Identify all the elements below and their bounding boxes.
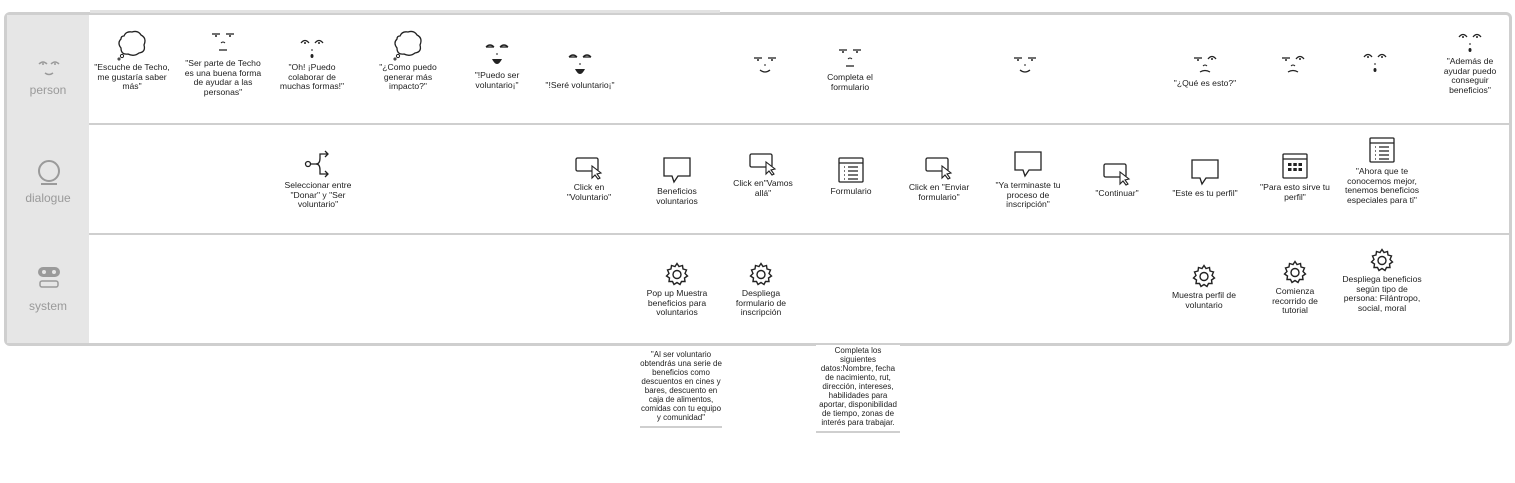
system-step-5-text: Despliega beneficios según tipo de persona: Filántropo, social, moral bbox=[1342, 274, 1422, 313]
grid-window-icon bbox=[1281, 152, 1309, 180]
dialogue-step-1-text: Seleccionar entre "Donar" y "Ser voluntario" bbox=[284, 180, 352, 210]
dialogue-step-2-text: Click en "Voluntario" bbox=[566, 182, 612, 202]
happy-face-icon bbox=[483, 42, 511, 68]
lane-label-dialogue: dialogue bbox=[25, 191, 71, 205]
click-icon bbox=[924, 156, 954, 180]
dialogue-step-6 bbox=[902, 156, 976, 202]
system-step-3-text: Muestra perfil de voluntario bbox=[1171, 290, 1236, 310]
neutral-face-icon bbox=[836, 44, 864, 70]
system-step-4 bbox=[1262, 260, 1328, 316]
person-lane-icon bbox=[33, 51, 65, 83]
system-step-3 bbox=[1164, 264, 1244, 310]
system-step-2-text: Despliega formulario de inscripción bbox=[735, 288, 787, 318]
person-step-3 bbox=[277, 36, 347, 92]
person-step-12 bbox=[1350, 50, 1400, 77]
dialogue-step-9 bbox=[1166, 158, 1244, 199]
system-step-4-text: Comienza recorrido de tutorial bbox=[1272, 286, 1318, 316]
thought-bubble-icon bbox=[392, 30, 424, 60]
lane-divider-2 bbox=[4, 233, 1512, 235]
gear-icon bbox=[1192, 264, 1216, 288]
branch-icon bbox=[304, 148, 332, 178]
speech-bubble-icon bbox=[1013, 150, 1043, 178]
dialogue-step-7-text: "Ya terminaste tu proceso de inscripción" bbox=[995, 180, 1061, 210]
system-step-2 bbox=[726, 262, 796, 318]
dialogue-step-5 bbox=[816, 156, 886, 197]
surprised-face-icon bbox=[1361, 50, 1389, 74]
person-step-5 bbox=[462, 42, 532, 90]
system-lane-icon bbox=[33, 263, 65, 295]
person-step-1-text: "Escuche de Techo, me gustaría saber más" bbox=[94, 62, 170, 92]
person-step-13 bbox=[1434, 30, 1506, 96]
note-form-data-text: Completa los siguientes datos:Nombre, fecha de nacimiento, rut, dirección, intereses, habilidades para aportar, disponibilidad de tiempo, zonas de interés para trabajar. bbox=[819, 346, 897, 427]
dialogue-step-1 bbox=[272, 148, 364, 210]
surprised-face-icon bbox=[1456, 30, 1484, 54]
person-step-2-text: "Ser parte de Techo es una buena forma de ayudar a las personas" bbox=[184, 58, 262, 97]
person-step-11 bbox=[1268, 52, 1318, 79]
lane-divider-1 bbox=[4, 123, 1512, 125]
person-step-8 bbox=[816, 44, 884, 92]
smile-face-icon bbox=[751, 52, 779, 76]
neutral-face-icon bbox=[209, 28, 237, 56]
person-step-13-text: "Además de ayudar puedo conseguir beneficios" bbox=[1443, 56, 1497, 95]
note-benefits-text: "Al ser voluntario obtendrás una serie de beneficios como descuentos en cines y bares, descuento en caja de alimentos, comidas con tu equipo y comunidad" bbox=[640, 350, 722, 422]
note-benefits bbox=[640, 349, 722, 428]
thought-bubble-icon bbox=[116, 30, 148, 60]
click-icon bbox=[1102, 162, 1132, 186]
dialogue-step-11 bbox=[1340, 136, 1424, 206]
gear-icon bbox=[1370, 248, 1394, 272]
person-step-6-text: "!Seré voluntario¡" bbox=[545, 80, 615, 90]
dialogue-step-11-text: "Ahora que te conocemos mejor, tenemos beneficios especiales para ti" bbox=[1344, 166, 1420, 205]
surprised-face-icon bbox=[298, 36, 326, 60]
person-step-10 bbox=[1168, 52, 1242, 89]
dialogue-step-2 bbox=[554, 156, 624, 202]
person-step-8-text: Completa el formulario bbox=[827, 72, 873, 92]
dialogue-step-4 bbox=[724, 152, 802, 198]
dialogue-step-5-text: Formulario bbox=[830, 186, 872, 196]
click-icon bbox=[748, 152, 778, 176]
lane-label-system: system bbox=[28, 299, 67, 313]
person-step-10-text: "¿Qué es esto?" bbox=[1173, 78, 1237, 88]
gear-icon bbox=[1283, 260, 1307, 284]
form-icon bbox=[1368, 136, 1396, 164]
person-step-9 bbox=[1000, 52, 1050, 79]
note-form-data bbox=[816, 345, 900, 433]
dialogue-step-7 bbox=[990, 150, 1066, 210]
person-step-4-text: "¿Como puedo generar más impacto?" bbox=[379, 62, 437, 92]
speech-bubble-icon bbox=[662, 156, 692, 184]
person-step-5-text: "!Puedo ser voluntario¡" bbox=[474, 70, 520, 90]
dialogue-step-10 bbox=[1252, 152, 1338, 202]
dialogue-step-3-text: Beneficios voluntarios bbox=[656, 186, 698, 206]
dialogue-step-8-text: "Continuar" bbox=[1095, 188, 1139, 198]
happy-face-icon bbox=[566, 52, 594, 78]
gear-icon bbox=[749, 262, 773, 286]
lane-label-person: person bbox=[29, 83, 67, 97]
system-step-5 bbox=[1342, 248, 1422, 314]
gear-icon bbox=[665, 262, 689, 286]
dialogue-step-9-text: "Este es tu perfil" bbox=[1172, 188, 1238, 198]
click-icon bbox=[574, 156, 604, 180]
lane-sidebar bbox=[7, 15, 89, 343]
person-step-2 bbox=[183, 28, 263, 98]
smile-face-icon bbox=[1011, 52, 1039, 76]
person-step-7 bbox=[740, 52, 790, 79]
dialogue-lane-icon bbox=[33, 156, 65, 188]
system-step-1 bbox=[642, 262, 712, 318]
person-step-4 bbox=[370, 30, 446, 92]
speech-bubble-icon bbox=[1190, 158, 1220, 186]
person-step-1 bbox=[93, 30, 171, 92]
form-icon bbox=[837, 156, 865, 184]
confused-face-icon bbox=[1191, 52, 1219, 76]
dialogue-step-8 bbox=[1084, 162, 1150, 199]
person-step-3-text: "Oh! ¡Puedo colaborar de muchas formas!" bbox=[279, 62, 345, 92]
dialogue-step-4-text: Click en"Vamos allá" bbox=[733, 178, 793, 198]
dialogue-step-10-text: "Para esto sirve tu perfil" bbox=[1260, 182, 1330, 202]
confused-face-icon bbox=[1279, 52, 1307, 76]
system-step-1-text: Pop up Muestra beneficios para voluntarios bbox=[646, 288, 708, 318]
dialogue-step-6-text: Click en "Enviar formulario" bbox=[908, 182, 970, 202]
top-strip bbox=[90, 10, 720, 13]
person-step-6 bbox=[542, 52, 618, 91]
dialogue-step-3 bbox=[642, 156, 712, 206]
